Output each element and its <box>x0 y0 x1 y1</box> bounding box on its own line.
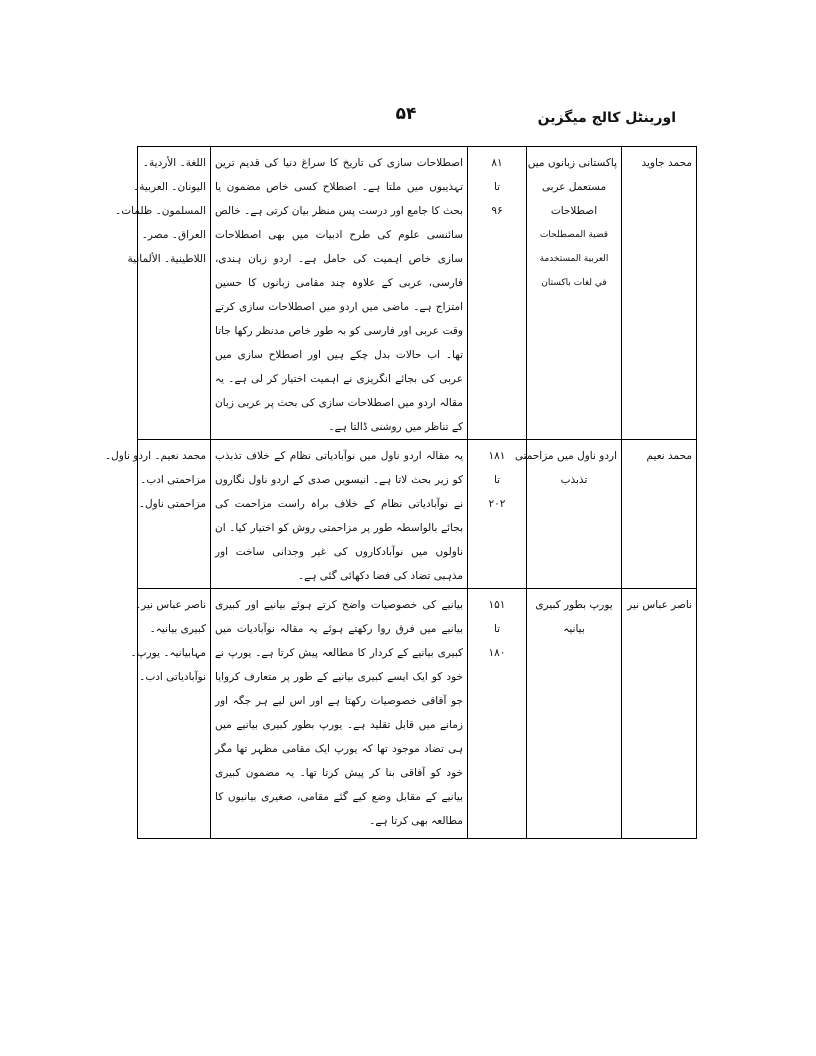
author-cell <box>622 440 697 589</box>
keyword-line: محمد نعیم۔ اردو ناول۔ <box>104 450 206 462</box>
title-line: پاکستانی زبانوں میں <box>527 157 617 169</box>
keywords-cell <box>104 440 211 589</box>
author-name: ناصر عباس نیر <box>627 599 692 611</box>
title-line: اردو ناول میں مزاحمتی <box>514 450 617 462</box>
title-line-arabic: قضية المصطلحات <box>539 230 609 240</box>
title-line: بیانیہ <box>563 623 585 635</box>
page-number: ۵۴ <box>395 104 417 124</box>
page-end: ۱۸۰ <box>488 647 506 659</box>
page-separator: تا <box>493 181 501 193</box>
page-end: ۲۰۲ <box>488 498 506 510</box>
title-line-arabic: في لغات باكستان <box>541 278 607 288</box>
keyword-line: مزاحمتی ناول۔ <box>138 498 206 510</box>
keywords-cell <box>115 147 211 440</box>
table-row <box>138 589 697 839</box>
author-name: محمد جاوید <box>641 157 692 169</box>
journal-title: اورینٹل کالج میگزین <box>537 110 676 126</box>
keyword-line: اللغة۔ الأردية۔ <box>142 157 206 169</box>
title-line: یورپ بطور کبیری <box>535 599 613 611</box>
author-cell <box>622 589 697 839</box>
title-line: مستعمل عربی <box>541 181 607 193</box>
keyword-line: ناصر عباس نیر۔ <box>135 599 206 611</box>
summary-text: بیانیے کی خصوصیات واضح کرتے ہوئے بیانیے اور کبیری بیانیے میں فرق روا رکھتے ہوئے یہ مقالہ نوآبادیات میں کبیری بیانیے کے کردار کا مطالعہ پیش کرتا ہے۔ یورپ نے خود کو ایک ایسے کبیری بیانیے کے طور پر متعارف کروایا جو آفاقی خصوصیات رکھتا ہے اور اس لیے ہر جگہ اور زمانے میں قابل تقلید ہے۔ یورپ بطور کبیری بیانیے میں ہی تضاد موجود تھا کہ یورپ ایک مقامی مظہر تھا مگر خود کو آفاقی بنا کر پیش کرتا تھا۔ یہ مضمون کبیری بیانیے کے مقابل وضع کیے گئے مقامی، صغیری بیانیوں کا مطالعہ بھی کرتا ہے۔ <box>215 599 463 827</box>
author-name: محمد نعیم <box>646 450 692 462</box>
keyword-line: نوآبادیاتی ادب۔ <box>139 671 206 683</box>
summary-cell <box>211 589 468 839</box>
keywords-cell <box>130 589 211 839</box>
title-line: تذبذب <box>560 474 588 486</box>
page-end: ۹۶ <box>491 205 503 217</box>
page-start: ۱۵۱ <box>488 599 506 611</box>
keyword-line: العراق۔ مصر۔ <box>141 229 206 241</box>
page-separator: تا <box>493 474 501 486</box>
keyword-line: اليونان۔ العربية۔ <box>133 181 206 193</box>
summary-cell <box>211 147 468 440</box>
summary-text: یہ مقالہ اردو ناول میں نوآبادیاتی نظام کے خلاف تذبذب کو زیر بحث لاتا ہے۔ انیسویں صدی کے اردو ناول نگاروں نے نوآبادیاتی نظام کے خلاف براہ راست مزاحمت کی بجائے بالواسطہ طور پر مزاحمتی روش کو اختیار کیا۔ ان ناولوں میں نوآبادکاروں کی غیر وجدانی ساخت اور مذہبی تضاد کی فضا دکھائی گئی ہے۔ <box>215 450 463 582</box>
keyword-line: کبیری بیانیہ۔ <box>149 623 206 635</box>
page-header <box>136 104 676 138</box>
page-start: ۱۸۱ <box>488 450 506 462</box>
table-row <box>138 440 697 589</box>
table-row <box>138 147 697 440</box>
page-start: ۸۱ <box>491 157 503 169</box>
title-cell <box>514 440 622 589</box>
keyword-line: اللاطينية۔ الألمانية <box>127 253 206 265</box>
keyword-line: المسلمون۔ ظلمات۔ <box>115 205 206 217</box>
page-separator: تا <box>493 623 501 635</box>
author-cell <box>622 147 697 440</box>
keyword-line: مہابیانیہ۔ یورپ۔ <box>130 647 206 659</box>
title-cell <box>527 589 622 839</box>
title-line: اصطلاحات <box>550 205 598 217</box>
pages-cell <box>468 147 527 440</box>
summary-text: اصطلاحات سازی کی تاریخ کا سراغ دنیا کی قدیم ترین تہذیبوں میں ملتا ہے۔ اصطلاح کسی خاص مضمون یا بحث کا جامع اور درست پس منظر بیان کرتی ہے۔ خالص سائنسی علوم کی طرح ادبیات میں بھی اصطلاحات سازی خاص اہمیت کی حامل ہے۔ اردو زبان ہندی، فارسی، عربی کے علاوہ چند مقامی زبانوں کا حسین امتزاج ہے۔ ماضی میں اردو میں اصطلاحات سازی کرتے وقت عربی اور فارسی کو بہ طور خاص مدنظر رکھا جاتا تھا۔ اب حالات بدل چکے ہیں اور اصطلاح سازی میں عربی کی بجائے انگریزی نے اہمیت اختیار کر لی ہے۔ یہ مقالہ اردو میں اصطلاحات سازی کی بحث پر عربی زبان کے تناظر میں روشنی ڈالتا ہے۔ <box>215 157 463 433</box>
article-index-table <box>104 146 697 839</box>
summary-cell <box>211 440 468 589</box>
keyword-line: مزاحمتی ادب۔ <box>140 474 206 486</box>
pages-cell <box>468 589 527 839</box>
title-cell <box>527 147 622 440</box>
title-line-arabic: العربية المستخدمة <box>539 254 609 264</box>
